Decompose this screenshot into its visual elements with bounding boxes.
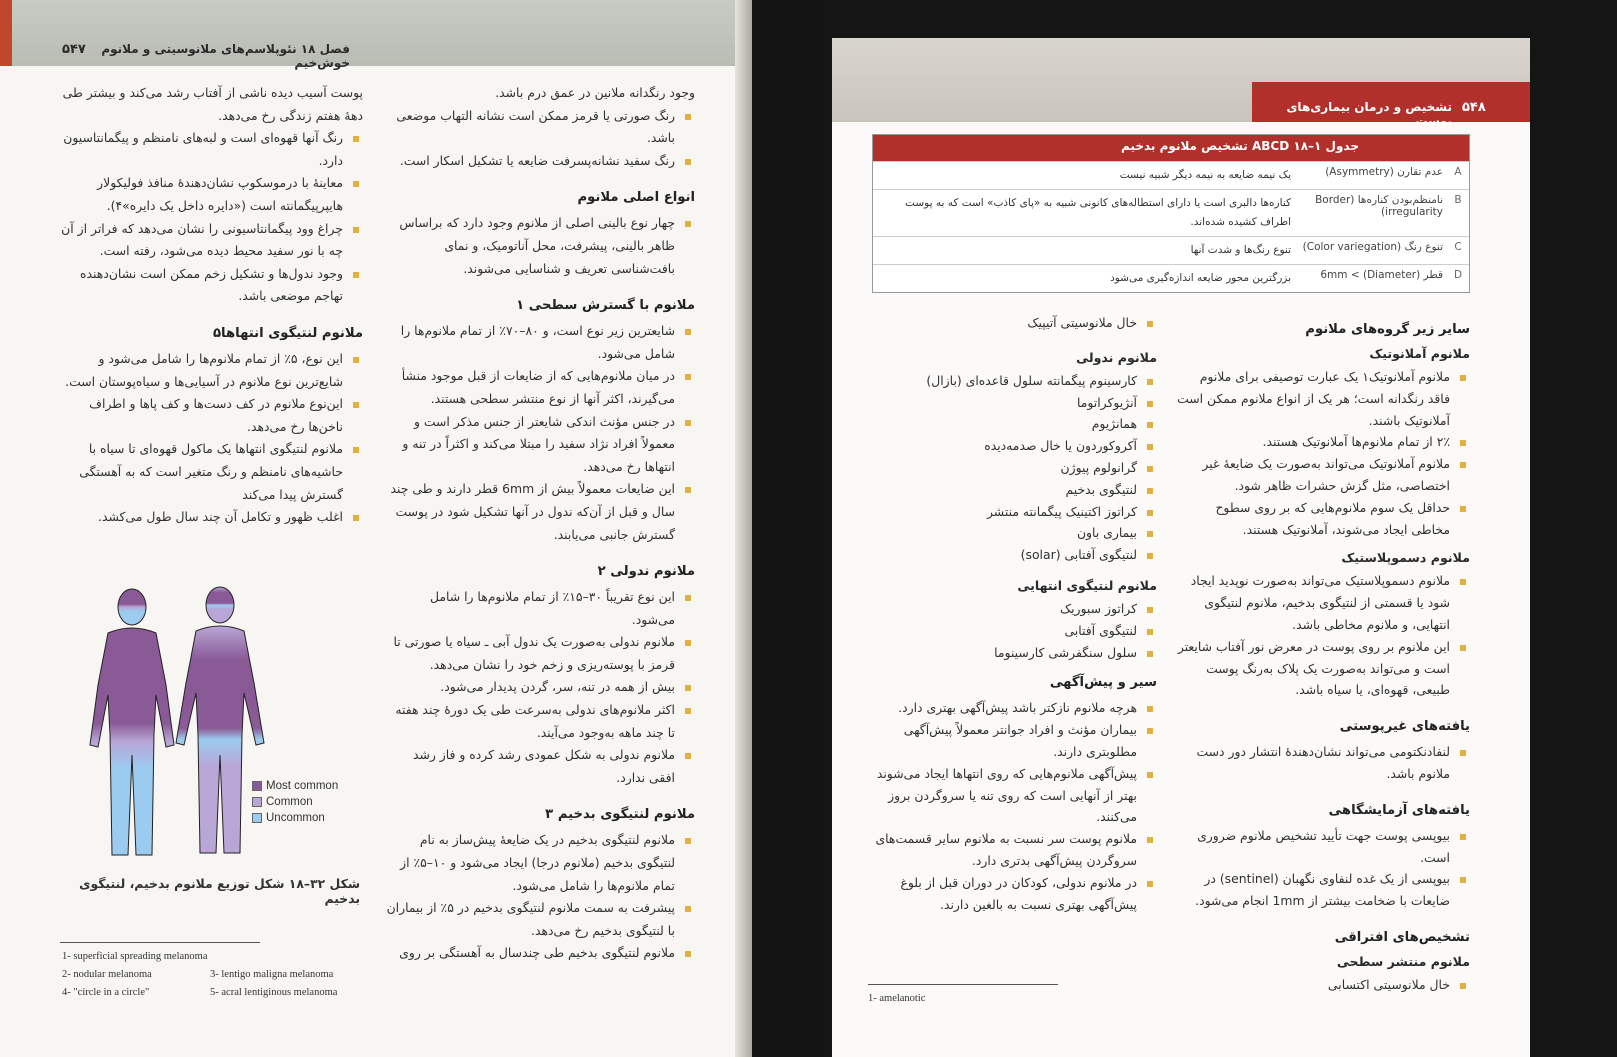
body-distribution-figure [70, 585, 270, 865]
list-item: این نوع، ۵٪ از تمام ملانوم‌ها را شامل می‌شود و شایع‌ترین نوع ملانوم در آسیایی‌ها و سیاه‌پوستان است. [58, 348, 363, 393]
left-page-number: ۵۴۷ [62, 42, 86, 57]
list-item: ملانوم آملانوتیک۱ یک عبارت توصیفی برای ملانوم فاقد رنگدانه است؛ هر یک از انواع ملانوم ممکن است آملانوتیک باشند. [1175, 366, 1470, 431]
subsection-heading: ملانوم لنتیگوی انتهایی [1017, 577, 1157, 593]
list-item: اکثر ملانوم‌های ندولی به‌سرعت طی یک دورهٔ چند هفته تا چند ماهه به‌وجود می‌آیند. [385, 699, 695, 744]
abcd-table [872, 134, 1470, 293]
table-cell-desc: کناره‌ها دالبری است یا دارای استطاله‌های کانونی شبیه به «پای کاذب» است که به پوست اطراف کشیده شده‌اند. [905, 197, 1291, 228]
bullet-list [862, 598, 1157, 663]
right-page-header [832, 38, 1530, 128]
table-cell-desc: یک نیمه ضایعه به نیمه دیگر شبیه نیست [1119, 169, 1291, 181]
bullet-list [862, 370, 1157, 566]
list-item: رنگ صورتی یا قرمز ممکن است نشانه التهاب موضعی باشد. [385, 105, 695, 150]
text-line: وجود رنگدانه ملانین در عمق درم باشد. [495, 85, 695, 100]
table-row [873, 264, 1469, 292]
footnote-divider [60, 942, 260, 943]
bullet-list [862, 697, 1157, 915]
bullet-list [385, 829, 695, 965]
legend-label: Uncommon [266, 812, 325, 824]
list-item: بیوپسی از یک غده لنفاوی نگهبان (sentinel) در ضایعات با ضخامت بیشتر از 1mm انجام می‌شود. [1175, 868, 1470, 912]
right-page [820, 0, 1617, 1057]
right-page-number: ۵۴۸ [1462, 100, 1486, 115]
list-item: گرانولوم پیوژن [862, 457, 1157, 479]
subsection-heading: ملانوم آملانوتیک [1369, 346, 1470, 361]
text-line: پوست آسیب دیده ناشی از آفتاب رشد می‌کند و بیشتر طی دههٔ هفتم زندگی رخ می‌دهد. [62, 85, 363, 123]
list-item: کراتوز سبوریک [862, 598, 1157, 620]
section-heading: ملانوم لنتیگوی بدخیم ۳ [545, 807, 695, 823]
subsection-heading: ملانوم ندولی [1076, 349, 1157, 365]
legend-swatch [252, 813, 262, 823]
right-page-right-column [1175, 304, 1470, 996]
subsection-heading: ملانوم دسموپلاستیک [1341, 550, 1470, 566]
section-heading: تشخیص‌های افتراقی [1334, 929, 1470, 945]
list-item: چراغ وود پیگمانتاسیونی را نشان می‌دهد که فراتر از آن چه با نور سفید محیط دیده می‌شود، رفته است. [58, 218, 363, 263]
list-item: این ضایعات معمولاً بیش از 6mm قطر دارند و طی چند سال و قبل از آن‌که ندول در آنها تشکیل شود در پوست گسترش جانبی می‌یابند. [385, 478, 695, 546]
table-row [873, 236, 1469, 264]
list-item: این ملانوم بر روی پوست در معرض نور آفتاب شایعتر است و می‌تواند به‌صورت یک پلاک به‌رنگ پوست طبیعی، قهوه‌ای، یا سیاه باشد. [1175, 636, 1470, 701]
left-page-right-column [385, 82, 695, 965]
table-cell-letter: B [1454, 194, 1462, 206]
legend-swatch [252, 781, 262, 791]
section-heading: ملانوم لنتیگوی انتهاها۵ [212, 325, 363, 341]
list-item: ملانوم لنتیگوی بدخیم طی چندسال به آهستگی بر روی [385, 942, 695, 965]
list-item: بیماری باون [862, 522, 1157, 544]
list-item: رنگ آنها قهوه‌ای است و لبه‌های نامنظم و پیگمانتاسیون دارد. [58, 127, 363, 172]
page-gutter [735, 0, 752, 1057]
body-front-view [90, 589, 174, 855]
left-page-header [0, 0, 752, 70]
list-item: رنگ سفید نشانه‌پسرفت ضایعه یا تشکیل اسکار است. [385, 150, 695, 173]
legend-label: Most common [266, 780, 339, 792]
list-item: وجود ندول‌ها و تشکیل زخم ممکن است نشان‌دهنده تهاجم موضعی باشد. [58, 263, 363, 308]
footnote-divider [868, 984, 1058, 985]
list-item: این‌نوع ملانوم در کف دست‌ها و کف پاها و اطراف ناخن‌ها رخ می‌دهد. [58, 393, 363, 438]
legend-item [252, 794, 338, 810]
list-item: آنژیوکراتوما [862, 392, 1157, 414]
bullet-list [385, 105, 695, 173]
footnote: 4- "circle in a circle" [62, 987, 150, 998]
table-row [873, 161, 1469, 189]
right-page-header-title: تشخیص و درمان بیماری‌های پوست [1286, 100, 1452, 128]
list-item: بیوپسی پوست جهت تأیید تشخیص ملانوم ضروری است. [1175, 825, 1470, 869]
table-cell-letter: D [1453, 269, 1463, 281]
list-item: خال ملانوسیتی اکتسابی [1175, 974, 1470, 996]
list-item: پیش‌آگهی ملانوم‌هایی که روی انتهاها ایجاد می‌شوند بهتر از آنهایی است که روی تنه یا سروگردن بروز می‌کنند. [862, 763, 1157, 828]
table-cell-term: عدم تقارن (Asymmetry) [1325, 166, 1443, 178]
bullet-list [1175, 570, 1470, 701]
footnote: 1- superficial spreading melanoma [62, 951, 208, 962]
left-page [0, 0, 752, 1057]
list-item: ملانوم ندولی به شکل عمودی رشد کرده و فاز رشد افقی ندارد. [385, 744, 695, 789]
list-item: کارسینوم پیگمانته سلول قاعده‌ای (بازال) [862, 370, 1157, 392]
bullet-list [58, 348, 363, 529]
right-page-left-column [862, 312, 1157, 915]
section-heading: یافته‌های آزمایشگاهی [1328, 802, 1470, 818]
table-cell-letter: A [1454, 166, 1462, 178]
list-item: لنتیگوی بدخیم [862, 479, 1157, 501]
table-cell-desc: تنوع رنگ‌ها و شدت آنها [1190, 244, 1291, 256]
list-item: ۲٪ از تمام ملانوم‌ها آملانوتیک هستند. [1175, 431, 1470, 453]
bullet-list [1175, 825, 1470, 912]
footnote: 5- acral lentiginous melanoma [210, 987, 338, 998]
table-cell-term: قطر (Diameter) > 6mm [1320, 269, 1443, 281]
bullet-list [862, 312, 1157, 334]
list-item: در ملانوم ندولی، کودکان در دوران قبل از بلوغ پیش‌آگهی بهتری نسبت به بالغین دارند. [862, 872, 1157, 916]
list-item: همانژیوم [862, 413, 1157, 435]
bullet-list [385, 212, 695, 280]
list-item: در جنس مؤنث اندکی شایعتر از جنس مذکر است و معمولاً افراد نژاد سفید را مبتلا می‌کند و اکثراً در تنه و انتهاها رخ می‌دهد. [385, 411, 695, 479]
page-gap [752, 0, 820, 1057]
legend-item [252, 778, 338, 794]
footnote: 1- amelanotic [868, 993, 926, 1004]
section-heading: سیر و پیش‌آگهی [1049, 675, 1157, 691]
subsection-heading: ملانوم منتشر سطحی [1336, 953, 1470, 969]
bullet-list [58, 127, 363, 308]
list-item: ملانوم پوست سر نسبت به ملانوم سایر قسمت‌های سروگردن پیش‌آگهی بدتری دارد. [862, 828, 1157, 872]
list-item: معاینهٔ با درموسکوپ نشان‌دهندهٔ منافذ فولیکولار هایپرپیگمانته است («دایره داخل یک دایره»۴). [58, 172, 363, 217]
list-item: لنفادنکتومی می‌تواند نشان‌دهندهٔ انتشار دور دست ملانوم باشد. [1175, 741, 1470, 785]
list-item: ملانوم دسموپلاستیک می‌تواند به‌صورت نوپدید ایجاد شود یا قسمتی از لنتیگوی بدخیم، ملانوم لنتیگوی انتهایی، و ملانوم مخاطی باشد. [1175, 570, 1470, 635]
legend-label: Common [266, 796, 313, 808]
section-heading: ملانوم ندولی ۲ [597, 564, 695, 580]
table-title: جدول ۱–۱۸ ABCD تشخیص ملانوم بدخیم [873, 135, 1469, 161]
list-item: بیش از همه در تنه، سر، گردن پدیدار می‌شود. [385, 676, 695, 699]
list-item: آکروکوردون یا خال صدمه‌دیده [862, 435, 1157, 457]
bullet-list [1175, 741, 1470, 785]
figure-legend [252, 778, 338, 826]
bullet-list [1175, 366, 1470, 540]
footnote: 3- lentigo maligna melanoma [210, 969, 334, 980]
section-heading: یافته‌های غیرپوستی [1339, 719, 1470, 735]
header-accent [0, 0, 12, 66]
list-item: حداقل یک سوم ملانوم‌هایی که بر روی سطوح مخاطی ایجاد می‌شوند، آملانوتیک هستند. [1175, 497, 1470, 541]
table-cell-term: نامنظم‌بودن کناره‌ها (Border irregularity) [1315, 194, 1443, 218]
bullet-list [1175, 974, 1470, 996]
list-item: ملانوم لنتیگوی بدخیم در یک ضایعهٔ پیش‌ساز به نام لنتیگوی بدخیم (ملانوم درجا) ایجاد می‌شود و ۱۰–۵٪ از تمام ملانوم‌ها را شامل می‌شود. [385, 829, 695, 897]
list-item: خال ملانوسیتی آتیپیک [862, 312, 1157, 334]
list-item: ملانوم آملانوتیک می‌تواند به‌صورت یک ضایعهٔ غیر اختصاصی، مثل گزش حشرات ظاهر شود. [1175, 453, 1470, 497]
list-item: این نوع تقریباً ۳۰–۱۵٪ از تمام ملانوم‌ها را شامل می‌شود. [385, 586, 695, 631]
footnote: 2- nodular melanoma [62, 969, 152, 980]
list-item: سلول سنگفرشی کارسینوما [862, 642, 1157, 664]
bullet-list [385, 320, 695, 546]
table-cell-letter: C [1454, 241, 1462, 253]
table-cell-term: تنوع رنگ (Color variegation) [1302, 241, 1443, 253]
section-heading: سایر زیر گروه‌های ملانوم [1305, 322, 1470, 337]
list-item: بیماران مؤنث و افراد جوانتر معمولاً پیش‌آگهی مطلوبتری دارند. [862, 719, 1157, 763]
list-item: ملانوم ندولی به‌صورت یک ندول آبی ـ سیاه یا صورتی تا قرمز با پوسته‌ریزی و زخم خود را نشان می‌دهد. [385, 631, 695, 676]
legend-swatch [252, 797, 262, 807]
left-page-header-title: فصل ۱۸ نئوپلاسم‌های ملانوسیتی و ملانوم خوش‌خیم [101, 42, 350, 70]
body-back-view [176, 587, 264, 853]
section-heading: ملانوم با گسترش سطحی ۱ [516, 298, 695, 314]
figure-caption: شکل ۳۲–۱۸ شکل توزیع ملانوم بدخیم، لنتیگوی بدخیم [79, 876, 360, 906]
section-heading: انواع اصلی ملانوم [577, 190, 695, 206]
table-cell-desc: بزرگترین محور ضایعه اندازه‌گیری می‌شود [1110, 272, 1291, 284]
list-item: چهار نوع بالینی اصلی از ملانوم وجود دارد که براساس ظاهر بالینی، پیشرفت، محل آناتومیک، و نمای بافت‌شناسی تعریف و شناسایی می‌شوند. [385, 212, 695, 280]
list-item: ملانوم لنتیگوی انتهاها یک ماکول قهوه‌ای تا سیاه با حاشیه‌های نامنظم و رنگ متغیر است که به آهستگی گسترش پیدا می‌کند [58, 438, 363, 506]
legend-item [252, 810, 338, 826]
bullet-list [385, 586, 695, 789]
list-item: کراتوز اکتینیک پیگمانته منتشر [862, 501, 1157, 523]
list-item: در میان ملانوم‌هایی که از ضایعات از قبل موجود منشأ می‌گیرند، اکثر آنها از نوع منتشر سطحی هستند. [385, 365, 695, 410]
list-item: هرچه ملانوم نازکتر باشد پیش‌آگهی بهتری دارد. [862, 697, 1157, 719]
list-item: شایعترین زیر نوع است، و ۸۰–۷۰٪ از تمام ملانوم‌ها را شامل می‌شود. [385, 320, 695, 365]
list-item: اغلب ظهور و تکامل آن چند سال طول می‌کشد. [58, 506, 363, 529]
left-page-left-column [58, 82, 363, 529]
list-item: لنتیگوی آفتابی [862, 620, 1157, 642]
list-item: لنتیگوی آفتابی (solar) [862, 544, 1157, 566]
list-item: پیشرفت به سمت ملانوم لنتیگوی بدخیم در ۵٪ از بیماران با لنتیگوی بدخیم رخ می‌دهد. [385, 897, 695, 942]
table-row [873, 189, 1469, 236]
